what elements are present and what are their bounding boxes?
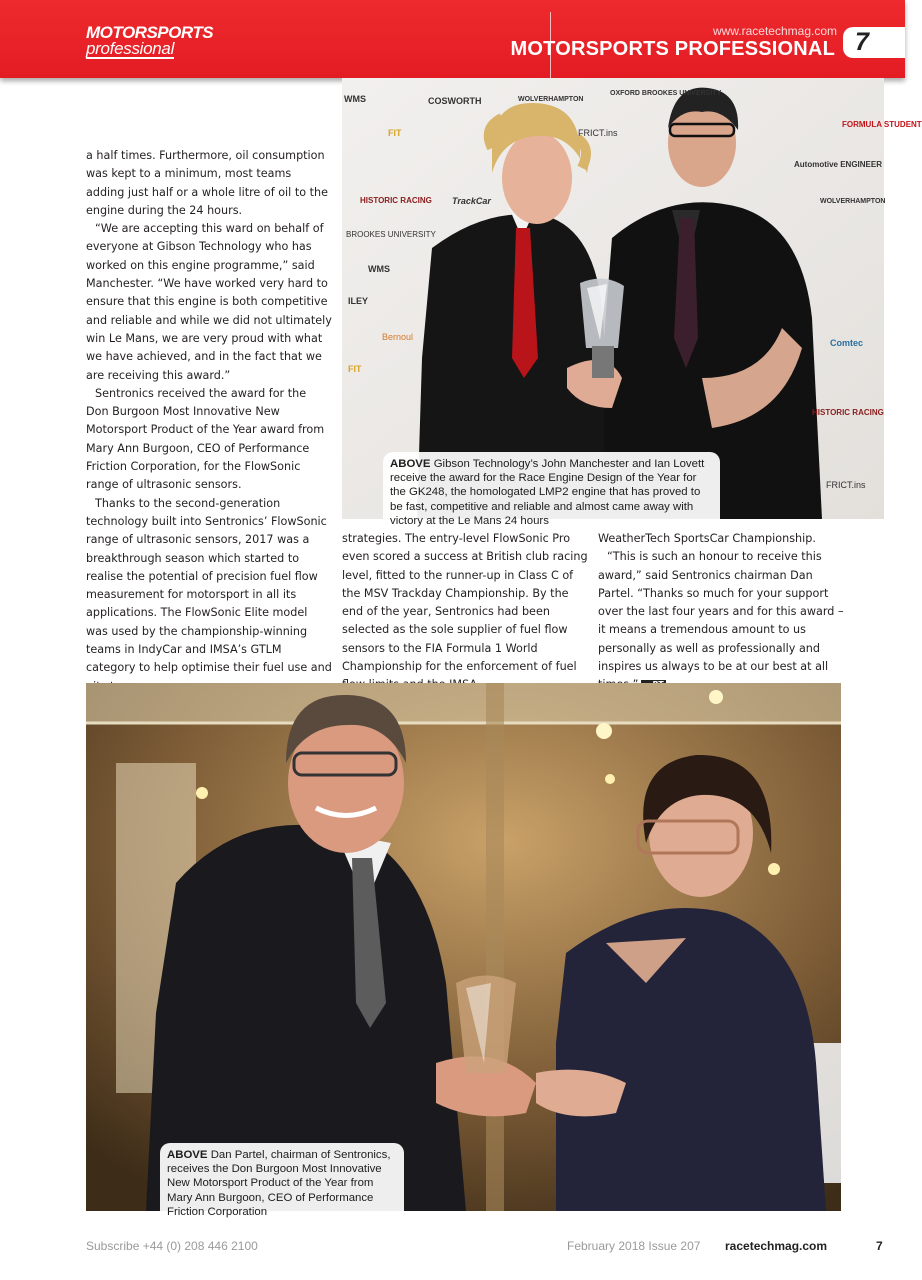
sponsor-logo: TrackCar xyxy=(452,196,491,206)
sponsor-logo: HISTORIC RACING xyxy=(360,196,432,205)
paragraph: strategies. The entry-level FlowSonic Pro even scored a success at British club racing level, fitted to the runner-up in Class C of the MSV Trackday Championship. By the end of the year, Sentronics had been selected as the sole supplier of fuel flow sensors to the FIA Formula 1 World Championship for the enforcement of fuel xyxy=(342,532,588,674)
sponsor-logo: Bernoul xyxy=(382,332,414,342)
photo-caption-gibson xyxy=(383,452,720,527)
sponsor-logo: FIT xyxy=(388,128,402,138)
article-column-3 xyxy=(598,530,845,695)
paragraph: Thanks to the second-generation technology built into Sentronics’ FlowSonic range of ultrasonic sensors, 2017 was a breakthrough season which started to realise the potential of precision fuel flow measurement for motorsport in all its applications. The FlowSonic Elite model was used by the championship-winning teams in IndyCar and IMSA’s GTLM category to help optimise their fuel use and xyxy=(86,496,332,675)
section-title: MOTORSPORTS PROFESSIONAL xyxy=(510,38,835,60)
sponsor-logo: WOLVERHAMPTON xyxy=(518,96,584,103)
photo-sentronics-award xyxy=(86,683,841,1211)
header-page-number: 7 xyxy=(855,28,869,56)
photo-sentronics-illustration xyxy=(86,683,841,1211)
paragraph: a half times. Furthermore, oil consumption was kept to a minimum, most teams adding just half or a whole litre of oil to the engine during the 24 hours. xyxy=(86,149,328,217)
paragraph: Sentronics received the award for the Don Burgoon Most Innovative New Motorsport Product of the Year award from Mary Ann Burgoon, CEO of Performance Friction Corporation, for the FlowSonic range of ultrasonic sensors. xyxy=(86,386,325,492)
caption-text: Dan Partel, chairman of Sentronics, receives the Don Burgoon Most Innovative New Motorsport Product of the Year from Mary Ann Burgoon, CEO of Performance Friction Corporation xyxy=(167,1149,391,1218)
logo-text-bottom: professional xyxy=(86,39,175,58)
header-url[interactable]: www.racetechmag.com xyxy=(712,24,837,38)
sponsor-logo: ILEY xyxy=(348,296,369,306)
sponsor-logo: BROOKES UNIVERSITY xyxy=(346,230,436,239)
footer-page-number: 7 xyxy=(876,1239,883,1253)
caption-text: Gibson Technology’s John Manchester and Ian Lovett receive the award for the Race Engine Design of the Year for the GK248, the homologated LMP2 engine that has proved to be fast, competitive and reliable and almost came away with victory at the Le Mans 24 hours xyxy=(390,458,705,527)
caption-label: ABOVE xyxy=(390,458,431,470)
magazine-logo[interactable] xyxy=(86,23,214,60)
article-column-1 xyxy=(86,147,332,696)
footer-site[interactable]: racetechmag.com xyxy=(725,1239,828,1253)
footer-issue: February 2018 Issue 207 xyxy=(567,1239,701,1253)
sponsor-logo: FRICT.ins xyxy=(826,480,866,490)
sponsor-logo: WOLVERHAMPTON xyxy=(820,198,886,205)
paragraph: WeatherTech SportsCar Championship. xyxy=(598,532,816,545)
sponsor-logo: HISTORIC RACING xyxy=(812,408,884,417)
sponsor-logo: FRICT.ins xyxy=(578,128,618,138)
sponsor-logo: WMS xyxy=(368,264,390,274)
sponsor-logo: OXFORD BROOKES UNIVERSITY xyxy=(610,90,722,97)
sponsor-logo: FIT xyxy=(348,364,362,374)
sponsor-logo: Automotive ENGINEER xyxy=(794,160,883,169)
logo-text-top: MOTORSPORTS xyxy=(86,23,214,42)
footer-subscribe[interactable]: Subscribe +44 (0) 208 446 2100 xyxy=(86,1239,258,1253)
caption-label: ABOVE xyxy=(167,1149,208,1161)
sponsor-logo: Comtec xyxy=(830,338,864,348)
paragraph: “We are accepting this ward on behalf of everyone at Gibson Technology who has worked on this engine programme,” said Manchester. “We have worked very hard to ensure that this engine is both competitive and reliable and while we did not ultimately win Le Mans, we are very proud with what we have achieved, and in the fact that we are receiving this award.” xyxy=(86,222,332,382)
article-column-2 xyxy=(342,530,588,695)
sponsor-logo: COSWORTH xyxy=(428,96,482,106)
page-header xyxy=(0,0,905,78)
photo-caption-sentronics xyxy=(160,1143,404,1218)
paragraph xyxy=(598,548,845,694)
header-page-tab xyxy=(843,27,905,58)
sponsor-logo: WMS xyxy=(344,94,366,104)
sponsor-logo: FORMULA STUDENT xyxy=(842,120,922,129)
paragraph-text: “This is such an honour to receive this award,” said Sentronics chairman Dan Partel. “Thanks so much for your support over the last four years and for this award – it means a tremendous amount to us personally as well as professionally and inspires us always to be at our best at all xyxy=(598,550,844,674)
